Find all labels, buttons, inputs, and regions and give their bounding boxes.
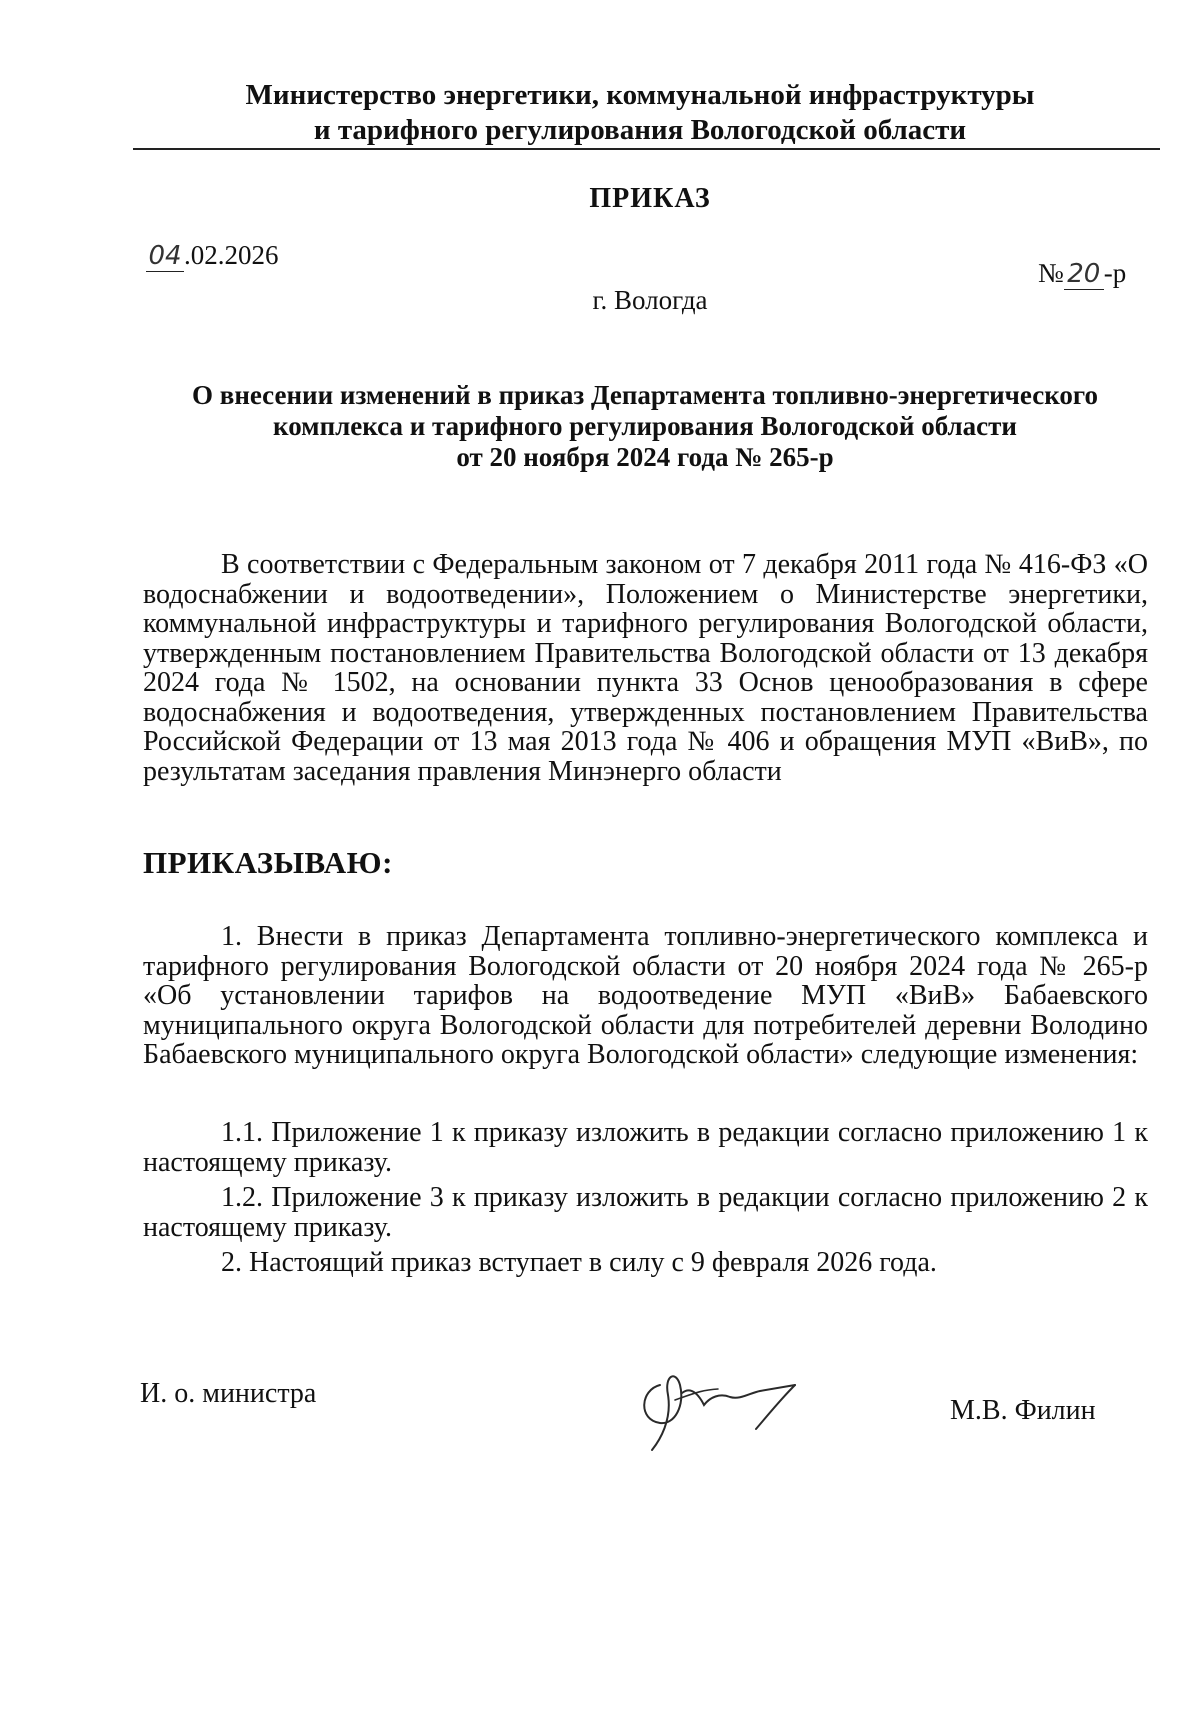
preamble-paragraph: В соответствии с Федеральным законом от 7 декабря 2011 года № 416-ФЗ «О водоснабжении и водоотведении», Положением о Министерстве энергетики, коммунальной инфраструктуры и тарифного регулирования Вологодской области, утвержденным постановлением Правительства Вологодской области от 13 декабря 2024 года № 1502, на основании пункта 33 Основ ценообразования в сфере водоснабжения и водоотведения, утвержденных постановлением Правительства Российской Федерации от 13 мая 2013 года № 406 и обращения МУП «ВиВ», по результатам заседания правления Минэнерго области bbox=[143, 549, 1148, 787]
document-number bbox=[1038, 258, 1126, 290]
signer-name: М.В. Филин bbox=[950, 1395, 1096, 1426]
number-suffix: -р bbox=[1103, 258, 1127, 288]
number-sign: № bbox=[1038, 258, 1064, 288]
order-item-1-2: 1.2. Приложение 3 к приказу изложить в редакции согласно приложению 2 к настоящему приказу. bbox=[143, 1182, 1148, 1243]
subject-line-1: О внесении изменений в приказ Департамента топливно-энергетического bbox=[191, 380, 1098, 410]
document-subject bbox=[130, 380, 1160, 473]
handwritten-signature bbox=[630, 1345, 810, 1455]
subject-line-2: комплекса и тарифного регулирования Вологодской области bbox=[273, 411, 1017, 441]
subject-line-3: от 20 ноября 2024 года № 265-р bbox=[456, 442, 834, 472]
handwritten-day: 04 bbox=[146, 241, 184, 272]
order-item-1: 1. Внести в приказ Департамента топливно-энергетического комплекса и тарифного регулирования Вологодской области от 20 ноября 2024 года № 265-р «Об установлении тарифов на водоотведение МУП «ВиВ» Бабаевского муниципального округа Вологодской области для потребителей деревни Володино Бабаевского муниципального округа Вологодской области» следующие изменения: bbox=[143, 921, 1148, 1070]
header-divider bbox=[133, 148, 1160, 150]
ministry-header bbox=[130, 78, 1150, 148]
handwritten-number: 20 bbox=[1064, 259, 1104, 290]
ministry-name-line-1: Министерство энергетики, коммунальной инфраструктуры bbox=[245, 79, 1035, 111]
ministry-name-line-2: и тарифного регулирования Вологодской области bbox=[313, 114, 967, 146]
date-month-year: .02.2026 bbox=[184, 240, 279, 270]
document-type-title: ПРИКАЗ bbox=[589, 183, 711, 214]
order-item-1-1: 1.1. Приложение 1 к приказу изложить в редакции согласно приложению 1 к настоящему приказу. bbox=[143, 1117, 1148, 1178]
order-item-2: 2. Настоящий приказ вступает в силу с 9 февраля 2026 года. bbox=[221, 1247, 937, 1278]
document-date bbox=[146, 240, 279, 272]
document-city: г. Вологда bbox=[592, 285, 708, 315]
signatory-position: И. о. министра bbox=[140, 1378, 317, 1409]
order-word: ПРИКАЗЫВАЮ: bbox=[143, 845, 393, 880]
